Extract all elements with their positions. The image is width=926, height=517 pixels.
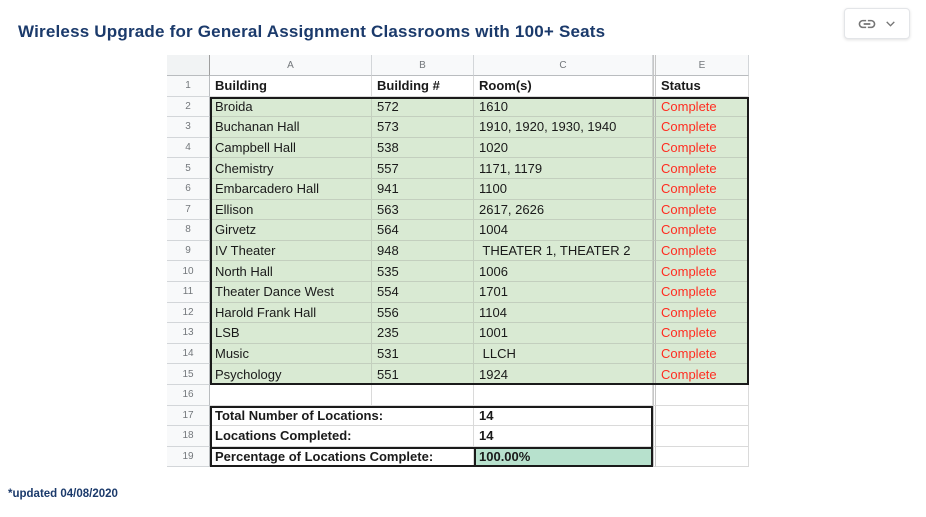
row-number[interactable]: 10 — [167, 261, 210, 282]
cell-building[interactable]: IV Theater — [210, 241, 372, 262]
cell-building-number[interactable]: 531 — [372, 344, 474, 365]
cell-summary-value[interactable]: 14 — [474, 406, 653, 427]
cell-building-number[interactable]: 573 — [372, 117, 474, 138]
cell-building[interactable]: Girvetz — [210, 220, 372, 241]
row-number[interactable]: 1 — [167, 76, 210, 97]
cell-empty[interactable] — [210, 385, 372, 406]
row-number[interactable]: 2 — [167, 97, 210, 118]
cell-building[interactable]: Theater Dance West — [210, 282, 372, 303]
row-number[interactable]: 6 — [167, 179, 210, 200]
cell-empty[interactable] — [656, 426, 749, 447]
cell-rooms-header[interactable]: Room(s) — [474, 76, 653, 97]
cell-summary-label[interactable]: Locations Completed: — [210, 426, 474, 447]
row-number[interactable]: 18 — [167, 426, 210, 447]
cell-building-number[interactable]: 235 — [372, 323, 474, 344]
cell-rooms[interactable]: 1001 — [474, 323, 653, 344]
cell-building[interactable]: Chemistry — [210, 158, 372, 179]
row-number[interactable]: 13 — [167, 323, 210, 344]
row-number[interactable]: 7 — [167, 200, 210, 221]
row-number[interactable]: 3 — [167, 117, 210, 138]
cell-status[interactable]: Complete — [656, 241, 749, 262]
cell-rooms[interactable]: 1171, 1179 — [474, 158, 653, 179]
row-number[interactable]: 4 — [167, 138, 210, 159]
cell-empty[interactable] — [474, 385, 653, 406]
cell-building[interactable]: Harold Frank Hall — [210, 303, 372, 324]
column-header-e[interactable]: E — [656, 55, 749, 76]
cell-building[interactable]: Ellison — [210, 200, 372, 221]
cell-empty[interactable] — [372, 385, 474, 406]
cell-building-number[interactable]: 572 — [372, 97, 474, 118]
select-all-corner[interactable] — [167, 55, 210, 76]
share-link-button[interactable] — [844, 8, 910, 39]
cell-building-header[interactable]: Building — [210, 76, 372, 97]
cell-building-number[interactable]: 563 — [372, 200, 474, 221]
cell-rooms[interactable]: 1004 — [474, 220, 653, 241]
cell-building-number[interactable]: 948 — [372, 241, 474, 262]
cell-building-number[interactable]: 557 — [372, 158, 474, 179]
cell-rooms[interactable]: LLCH — [474, 344, 653, 365]
cell-rooms[interactable]: 1100 — [474, 179, 653, 200]
cell-building[interactable]: Embarcadero Hall — [210, 179, 372, 200]
cell-building-number[interactable]: 556 — [372, 303, 474, 324]
cell-status[interactable]: Complete — [656, 261, 749, 282]
cell-rooms[interactable]: 1006 — [474, 261, 653, 282]
cell-status[interactable]: Complete — [656, 179, 749, 200]
updated-note: *updated 04/08/2020 — [8, 488, 118, 500]
column-header-c[interactable]: C — [474, 55, 653, 76]
cell-building-number[interactable]: 535 — [372, 261, 474, 282]
cell-status[interactable]: Complete — [656, 158, 749, 179]
cell-building[interactable]: Music — [210, 344, 372, 365]
cell-empty[interactable] — [656, 447, 749, 468]
cell-rooms[interactable]: 1701 — [474, 282, 653, 303]
cell-rooms[interactable]: THEATER 1, THEATER 2 — [474, 241, 653, 262]
cell-building[interactable]: Campbell Hall — [210, 138, 372, 159]
row-number[interactable]: 8 — [167, 220, 210, 241]
cell-status[interactable]: Complete — [656, 364, 749, 385]
page-title: Wireless Upgrade for General Assignment Classrooms with 100+ Seats — [18, 22, 606, 41]
cell-building[interactable]: North Hall — [210, 261, 372, 282]
cell-status-header[interactable]: Status — [656, 76, 749, 97]
cell-summary-value[interactable]: 14 — [474, 426, 653, 447]
cell-building-number[interactable]: 554 — [372, 282, 474, 303]
cell-status[interactable]: Complete — [656, 303, 749, 324]
cell-status[interactable]: Complete — [656, 323, 749, 344]
cell-building-number[interactable]: 551 — [372, 364, 474, 385]
cell-status[interactable]: Complete — [656, 200, 749, 221]
cell-status[interactable]: Complete — [656, 344, 749, 365]
link-icon — [857, 14, 877, 34]
cell-building-number[interactable]: 538 — [372, 138, 474, 159]
cell-status[interactable]: Complete — [656, 282, 749, 303]
cell-rooms[interactable]: 1610 — [474, 97, 653, 118]
column-header-a[interactable]: A — [210, 55, 372, 76]
cell-building-number-header[interactable]: Building # — [372, 76, 474, 97]
cell-building[interactable]: LSB — [210, 323, 372, 344]
row-number[interactable]: 16 — [167, 385, 210, 406]
row-number[interactable]: 14 — [167, 344, 210, 365]
row-number[interactable]: 12 — [167, 303, 210, 324]
row-number[interactable]: 9 — [167, 241, 210, 262]
column-header-b[interactable]: B — [372, 55, 474, 76]
cell-status[interactable]: Complete — [656, 138, 749, 159]
cell-building[interactable]: Broida — [210, 97, 372, 118]
row-number[interactable]: 19 — [167, 447, 210, 468]
spreadsheet-grid — [167, 55, 749, 467]
cell-empty[interactable] — [656, 406, 749, 427]
cell-empty[interactable] — [656, 385, 749, 406]
cell-building[interactable]: Psychology — [210, 364, 372, 385]
cell-building-number[interactable]: 941 — [372, 179, 474, 200]
chevron-down-icon — [884, 17, 897, 30]
cell-status[interactable]: Complete — [656, 220, 749, 241]
cell-rooms[interactable]: 2617, 2626 — [474, 200, 653, 221]
cell-rooms[interactable]: 1924 — [474, 364, 653, 385]
cell-status[interactable]: Complete — [656, 97, 749, 118]
cell-percentage-complete[interactable]: 100.00% — [474, 447, 653, 468]
row-number[interactable]: 11 — [167, 282, 210, 303]
cell-rooms[interactable]: 1020 — [474, 138, 653, 159]
cell-building[interactable]: Buchanan Hall — [210, 117, 372, 138]
cell-summary-label[interactable]: Percentage of Locations Complete: — [210, 447, 474, 468]
row-number[interactable]: 5 — [167, 158, 210, 179]
cell-summary-label[interactable]: Total Number of Locations: — [210, 406, 474, 427]
row-number[interactable]: 15 — [167, 364, 210, 385]
cell-rooms[interactable]: 1104 — [474, 303, 653, 324]
cell-rooms[interactable]: 1910, 1920, 1930, 1940 — [474, 117, 653, 138]
row-number[interactable]: 17 — [167, 406, 210, 427]
cell-building-number[interactable]: 564 — [372, 220, 474, 241]
cell-status[interactable]: Complete — [656, 117, 749, 138]
